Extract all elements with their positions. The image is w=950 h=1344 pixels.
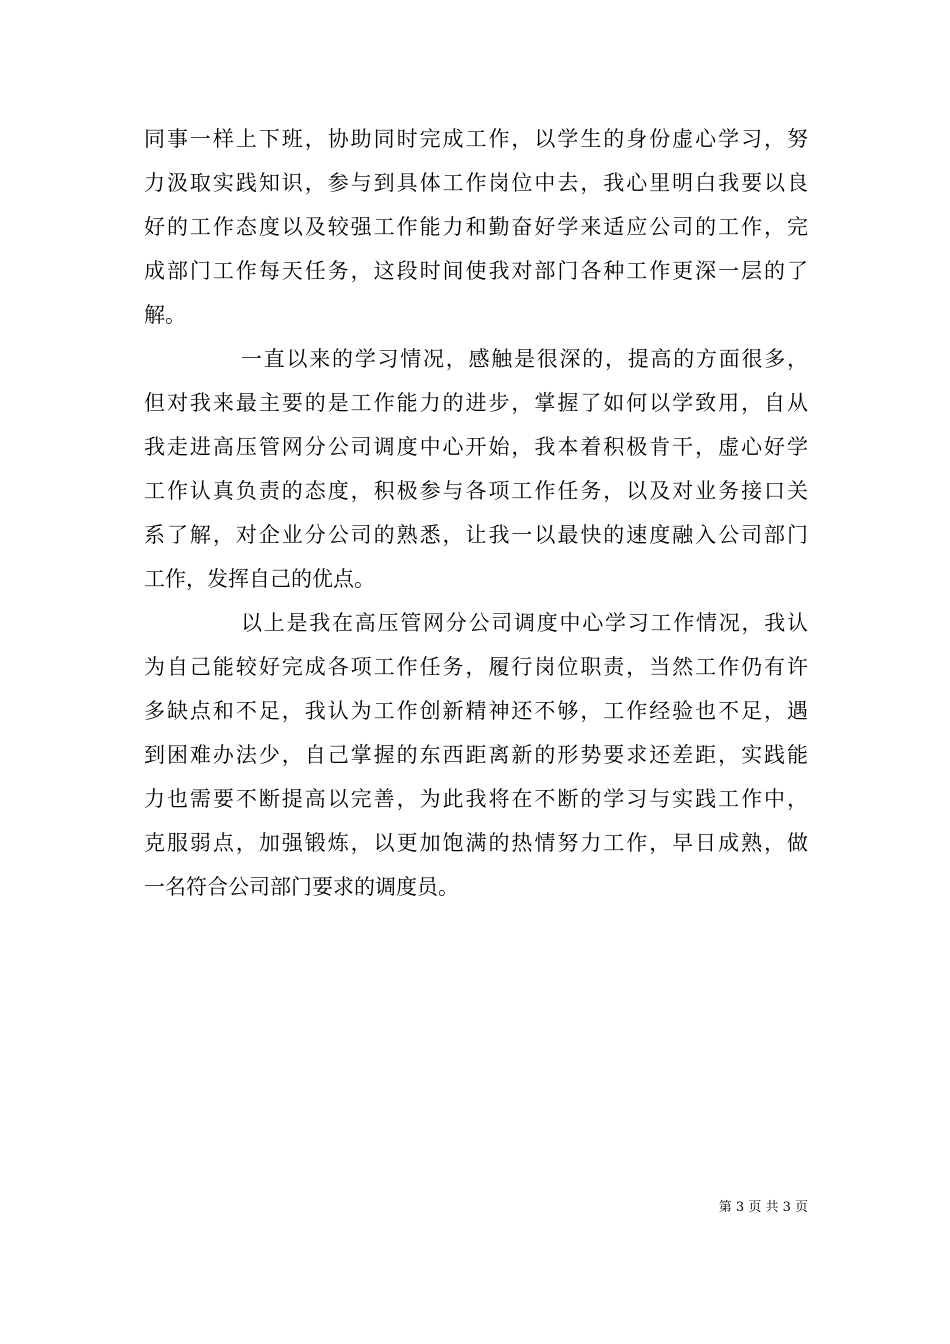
paragraph-3-line-7: 一名符合公司部门要求的调度员。 (144, 875, 459, 899)
page-number-footer: 第 3 页 共 3 页 (718, 1200, 808, 1215)
paragraph-2-line-2: 但对我来最主要的是工作能力的进步，掌握了如何以学致用，自从 (144, 391, 808, 415)
paragraph-2-line-5: 系了解，对企业分公司的熟悉，让我一以最快的速度融入公司部门 (144, 523, 808, 547)
paragraph-2-line-6: 工作，发挥自己的优点。 (144, 567, 375, 591)
paragraph-1-line-3: 好的工作态度以及较强工作能力和勤奋好学来适应公司的工作，完 (144, 215, 808, 239)
paragraph-1-line-5: 解。 (144, 303, 186, 327)
paragraph-3-line-6: 克服弱点，加强锻炼，以更加饱满的热情努力工作，早日成熟，做 (144, 831, 808, 855)
paragraph-3-line-5: 力也需要不断提高以完善，为此我将在不断的学习与实践工作中， (144, 787, 808, 811)
paragraph-1-line-4: 成部门工作每天任务，这段时间使我对部门各种工作更深一层的了 (144, 259, 808, 283)
paragraph-3-line-2: 为自己能较好完成各项工作任务，履行岗位职责，当然工作仍有许 (144, 655, 808, 679)
paragraph-2-line-1: 一直以来的学习情况，感触是很深的，提高的方面很多， (241, 347, 808, 371)
paragraph-3-line-3: 多缺点和不足，我认为工作创新精神还不够，工作经验也不足，遇 (144, 699, 808, 723)
paragraph-2-line-4: 工作认真负责的态度，积极参与各项工作任务，以及对业务接口关 (144, 479, 808, 503)
paragraph-1-line-1: 同事一样上下班，协助同时完成工作，以学生的身份虚心学习，努 (144, 127, 808, 151)
paragraph-3-line-4: 到困难办法少，自己掌握的东西距离新的形势要求还差距，实践能 (144, 743, 808, 767)
paragraph-3-line-1: 以上是我在高压管网分公司调度中心学习工作情况，我认 (241, 611, 808, 635)
paragraph-1-line-2: 力汲取实践知识，参与到具体工作岗位中去，我心里明白我要以良 (144, 171, 808, 195)
paragraph-2-line-3: 我走进高压管网分公司调度中心开始，我本着积极肯干，虚心好学 (144, 435, 808, 459)
document-body (144, 117, 808, 909)
